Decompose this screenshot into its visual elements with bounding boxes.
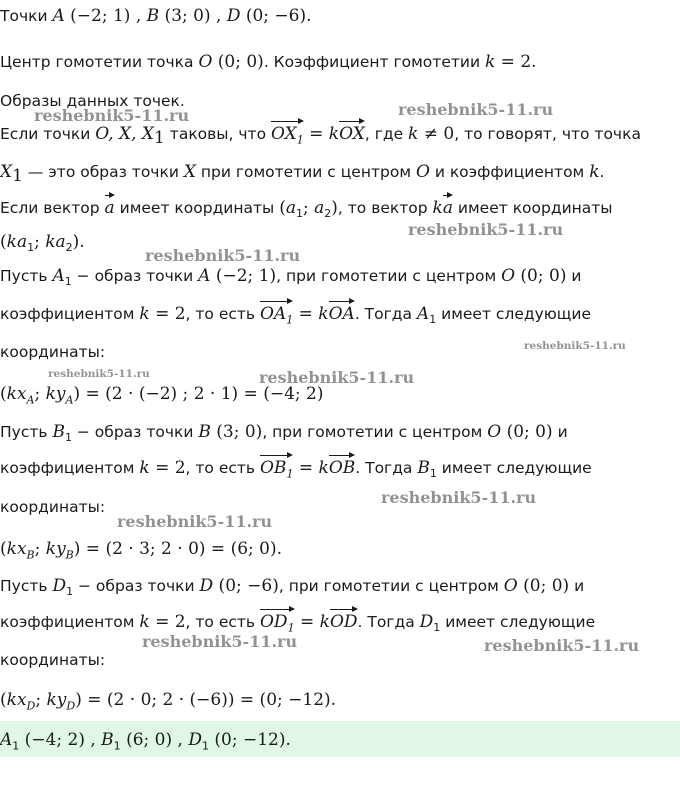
text-line: Если вектор a имеет координаты ($a_1$; $a_2$), то вектор ka имеет координаты bbox=[0, 198, 613, 221]
formula-line: ($kx_A$; $ky_A) = (2 \cdot (-2)$ ; 2 · 1) = (−4; 2) bbox=[0, 384, 324, 407]
watermark: reshebnik5-11.ru bbox=[524, 340, 626, 352]
watermark: reshebnik5-11.ru bbox=[408, 220, 564, 239]
text-line: Если точки O, X, $X_1$ таковы, что $OX_1$ = kOX, где k ≠ 0, то говорят, что точка bbox=[0, 124, 641, 149]
formula-line: ($kx_D$; $ky_D) = (2 \cdot 0$; 2 · (−6)) = (0; −12). bbox=[0, 690, 337, 713]
watermark: reshebnik5-11.ru bbox=[142, 632, 298, 651]
watermark: reshebnik5-11.ru bbox=[381, 488, 537, 507]
watermark: reshebnik5-11.ru bbox=[259, 368, 415, 387]
text-line: коэффициентом k = 2, то есть $OD_1$ = kOD. Тогда $D_1$ имеет следующие bbox=[0, 612, 596, 635]
text-line: координаты: bbox=[0, 651, 106, 669]
text-line: Пусть $D_1$ − образ точки D (0; −6), при гомотетии с центром O (0; 0) и bbox=[0, 576, 585, 599]
text-line: координаты: bbox=[0, 498, 106, 516]
text-line: Точки A (−2; 1) , B (3; 0) , D (0; −6). bbox=[0, 6, 312, 26]
formula-line: ($kx_B$; $ky_B) = (2 \cdot 3$; 2 · 0) = (6; 0). bbox=[0, 539, 283, 562]
text-line: Пусть $A_1$ − образ точки A (−2; 1), при гомотетии с центром O (0; 0) и bbox=[0, 266, 582, 289]
text-line: координаты: bbox=[0, 343, 106, 361]
watermark: reshebnik5-11.ru bbox=[34, 106, 190, 125]
watermark: reshebnik5-11.ru bbox=[117, 512, 273, 531]
watermark: reshebnik5-11.ru bbox=[398, 100, 554, 119]
text-line: коэффициентом k = 2, то есть $OA_1$ = kOA. Тогда $A_1$ имеет следующие bbox=[0, 304, 592, 327]
text-line: $X_1$ — это образ точки X при гомотетии с центром O и коэффициентом k. bbox=[0, 162, 605, 187]
text-line: Образы данных точек. bbox=[0, 92, 185, 110]
text-line: ($ka_1$; $ka_2$). bbox=[0, 232, 85, 255]
watermark: reshebnik5-11.ru bbox=[484, 636, 640, 655]
answer-line: $A_1$ (−4; 2) , $B_1$ (6; 0) , $D_1$ (0; −12). bbox=[0, 730, 291, 753]
watermark: reshebnik5-11.ru bbox=[48, 368, 150, 380]
text-line: коэффициентом k = 2, то есть $OB_1$ = kOB. Тогда $B_1$ имеет следующие bbox=[0, 458, 592, 481]
text-line: Пусть $B_1$ − образ точки B (3; 0), при гомотетии с центром O (0; 0) и bbox=[0, 422, 568, 445]
text-line: Центр гомотетии точка O (0; 0). Коэффициент гомотетии k = 2. bbox=[0, 52, 537, 72]
watermark: reshebnik5-11.ru bbox=[145, 246, 301, 265]
